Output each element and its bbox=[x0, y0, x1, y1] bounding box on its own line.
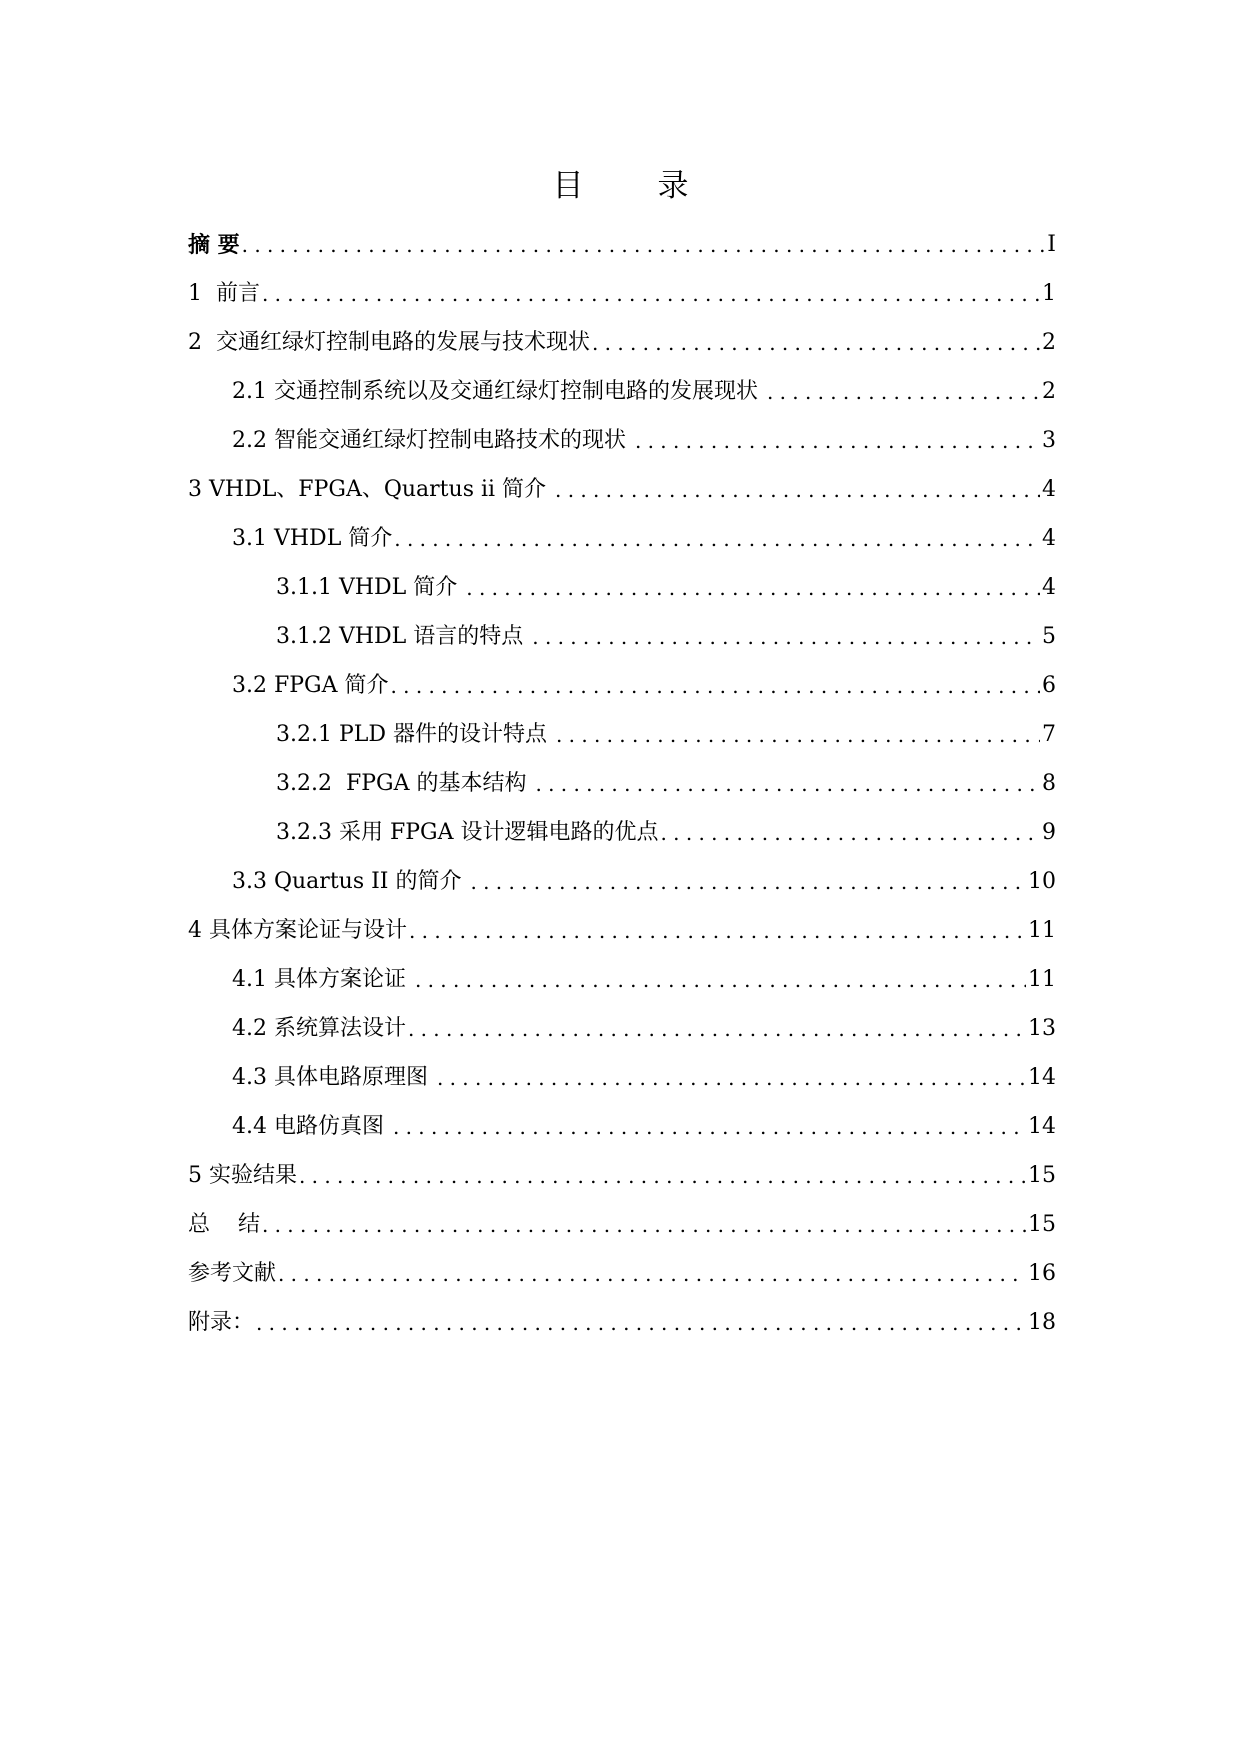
toc-entry[interactable] bbox=[188, 1102, 1056, 1151]
toc-entry-label: 1 前言 bbox=[188, 280, 260, 306]
toc-entry-label: 3.2.2 FPGA 的基本结构 bbox=[276, 770, 534, 796]
toc-entry[interactable] bbox=[188, 563, 1056, 612]
toc-dot-leader bbox=[635, 426, 1040, 456]
toc-page-number: 15 bbox=[1028, 1162, 1056, 1188]
toc-entry[interactable] bbox=[188, 1298, 1056, 1347]
toc-entry-label: 2.1 交通控制系统以及交通红绿灯控制电路的发展现状 bbox=[232, 378, 765, 404]
toc-entry[interactable] bbox=[188, 416, 1056, 465]
toc-dot-leader bbox=[262, 279, 1040, 309]
toc-page-number: 15 bbox=[1028, 1211, 1056, 1237]
toc-page-number: 10 bbox=[1028, 868, 1056, 894]
toc-page-number: I bbox=[1047, 231, 1056, 257]
toc-entry-label: 3.1 VHDL 简介 bbox=[232, 525, 393, 551]
toc-entry-label: 2.2 智能交通红绿灯控制电路技术的现状 bbox=[232, 427, 633, 453]
toc-page-number: 11 bbox=[1028, 966, 1056, 992]
toc-entry[interactable] bbox=[188, 759, 1056, 808]
toc-dot-leader bbox=[555, 475, 1040, 505]
toc-page-number: 9 bbox=[1042, 819, 1056, 845]
toc-entry[interactable] bbox=[188, 367, 1056, 416]
toc-entry-label: 3.1.2 VHDL 语言的特点 bbox=[276, 623, 531, 649]
toc-entry-label: 4 具体方案论证与设计 bbox=[188, 917, 407, 943]
toc-page-number: 7 bbox=[1042, 721, 1056, 747]
toc-dot-leader bbox=[409, 916, 1026, 946]
toc-page-number: 8 bbox=[1042, 770, 1056, 796]
toc-dot-leader bbox=[661, 818, 1041, 848]
toc-page-number: 2 bbox=[1042, 329, 1056, 355]
toc-page-number: 2 bbox=[1042, 378, 1056, 404]
toc-list bbox=[188, 220, 1056, 1347]
toc-entry[interactable] bbox=[188, 269, 1056, 318]
toc-dot-leader bbox=[535, 769, 1040, 799]
toc-entry-label: 3.2.1 PLD 器件的设计特点 bbox=[276, 721, 555, 747]
toc-dot-leader bbox=[393, 1112, 1026, 1142]
toc-entry-label: 3.3 Quartus II 的简介 bbox=[232, 868, 469, 894]
toc-dot-leader bbox=[394, 524, 1040, 554]
toc-entry[interactable] bbox=[188, 1053, 1056, 1102]
toc-entry-label: 4.2 系统算法设计 bbox=[232, 1015, 406, 1041]
toc-dot-leader bbox=[242, 230, 1046, 260]
toc-entry[interactable] bbox=[188, 1004, 1056, 1053]
toc-page-number: 4 bbox=[1042, 476, 1056, 502]
toc-entry-label: 4.4 电路仿真图 bbox=[232, 1113, 391, 1139]
toc-entry-label: 总 结 bbox=[188, 1211, 260, 1237]
toc-entry[interactable] bbox=[188, 661, 1056, 710]
toc-entry[interactable] bbox=[188, 220, 1056, 269]
toc-entry[interactable] bbox=[188, 808, 1056, 857]
toc-page-number: 14 bbox=[1028, 1113, 1056, 1139]
toc-dot-leader bbox=[470, 867, 1026, 897]
toc-entry-label: 3.2 FPGA 简介 bbox=[232, 672, 389, 698]
toc-entry[interactable] bbox=[188, 612, 1056, 661]
toc-entry[interactable] bbox=[188, 857, 1056, 906]
toc-entry-label: 3 VHDL、FPGA、Quartus ii 简介 bbox=[188, 476, 554, 502]
toc-entry-label: 5 实验结果 bbox=[188, 1162, 297, 1188]
toc-dot-leader bbox=[256, 1308, 1026, 1338]
toc-dot-leader bbox=[767, 377, 1040, 407]
toc-dot-leader bbox=[278, 1259, 1026, 1289]
toc-entry[interactable] bbox=[188, 955, 1056, 1004]
toc-entry-label: 附录： bbox=[188, 1309, 255, 1335]
toc-entry[interactable] bbox=[188, 318, 1056, 367]
toc-entry-label: 2 交通红绿灯控制电路的发展与技术现状 bbox=[188, 329, 590, 355]
toc-page-number: 16 bbox=[1028, 1260, 1056, 1286]
toc-entry[interactable] bbox=[188, 1151, 1056, 1200]
toc-entry-label: 4.3 具体电路原理图 bbox=[232, 1064, 435, 1090]
toc-entry[interactable] bbox=[188, 710, 1056, 759]
toc-entry[interactable] bbox=[188, 514, 1056, 563]
toc-dot-leader bbox=[262, 1210, 1026, 1240]
toc-entry-label: 3.2.3 采用 FPGA 设计逻辑电路的优点 bbox=[276, 819, 659, 845]
toc-dot-leader bbox=[299, 1161, 1026, 1191]
toc-entry-label: 4.1 具体方案论证 bbox=[232, 966, 413, 992]
toc-title-part1: 目 bbox=[552, 168, 584, 204]
toc-page-number: 4 bbox=[1042, 574, 1056, 600]
toc-page-number: 18 bbox=[1028, 1309, 1056, 1335]
toc-title-part2: 录 bbox=[657, 168, 689, 204]
toc-page-number: 5 bbox=[1042, 623, 1056, 649]
toc-dot-leader bbox=[466, 573, 1040, 603]
toc-page-number: 11 bbox=[1028, 917, 1056, 943]
toc-entry-label: 3.1.1 VHDL 简介 bbox=[276, 574, 465, 600]
toc-title bbox=[0, 160, 1241, 205]
toc-dot-leader bbox=[391, 671, 1040, 701]
toc-entry[interactable] bbox=[188, 1200, 1056, 1249]
toc-page-number: 6 bbox=[1042, 672, 1056, 698]
toc-dot-leader bbox=[437, 1063, 1026, 1093]
toc-dot-leader bbox=[532, 622, 1040, 652]
toc-entry[interactable] bbox=[188, 906, 1056, 955]
toc-dot-leader bbox=[415, 965, 1026, 995]
toc-page-number: 13 bbox=[1028, 1015, 1056, 1041]
toc-dot-leader bbox=[556, 720, 1040, 750]
toc-page-number: 1 bbox=[1042, 280, 1056, 306]
toc-entry[interactable] bbox=[188, 1249, 1056, 1298]
toc-page-number: 14 bbox=[1028, 1064, 1056, 1090]
toc-dot-leader bbox=[592, 328, 1040, 358]
toc-entry-label: 参考文献 bbox=[188, 1260, 277, 1286]
toc-page-number: 4 bbox=[1042, 525, 1056, 551]
toc-dot-leader bbox=[408, 1014, 1026, 1044]
toc-page-number: 3 bbox=[1042, 427, 1056, 453]
toc-entry[interactable] bbox=[188, 465, 1056, 514]
toc-entry-label: 摘 要 bbox=[188, 231, 240, 258]
